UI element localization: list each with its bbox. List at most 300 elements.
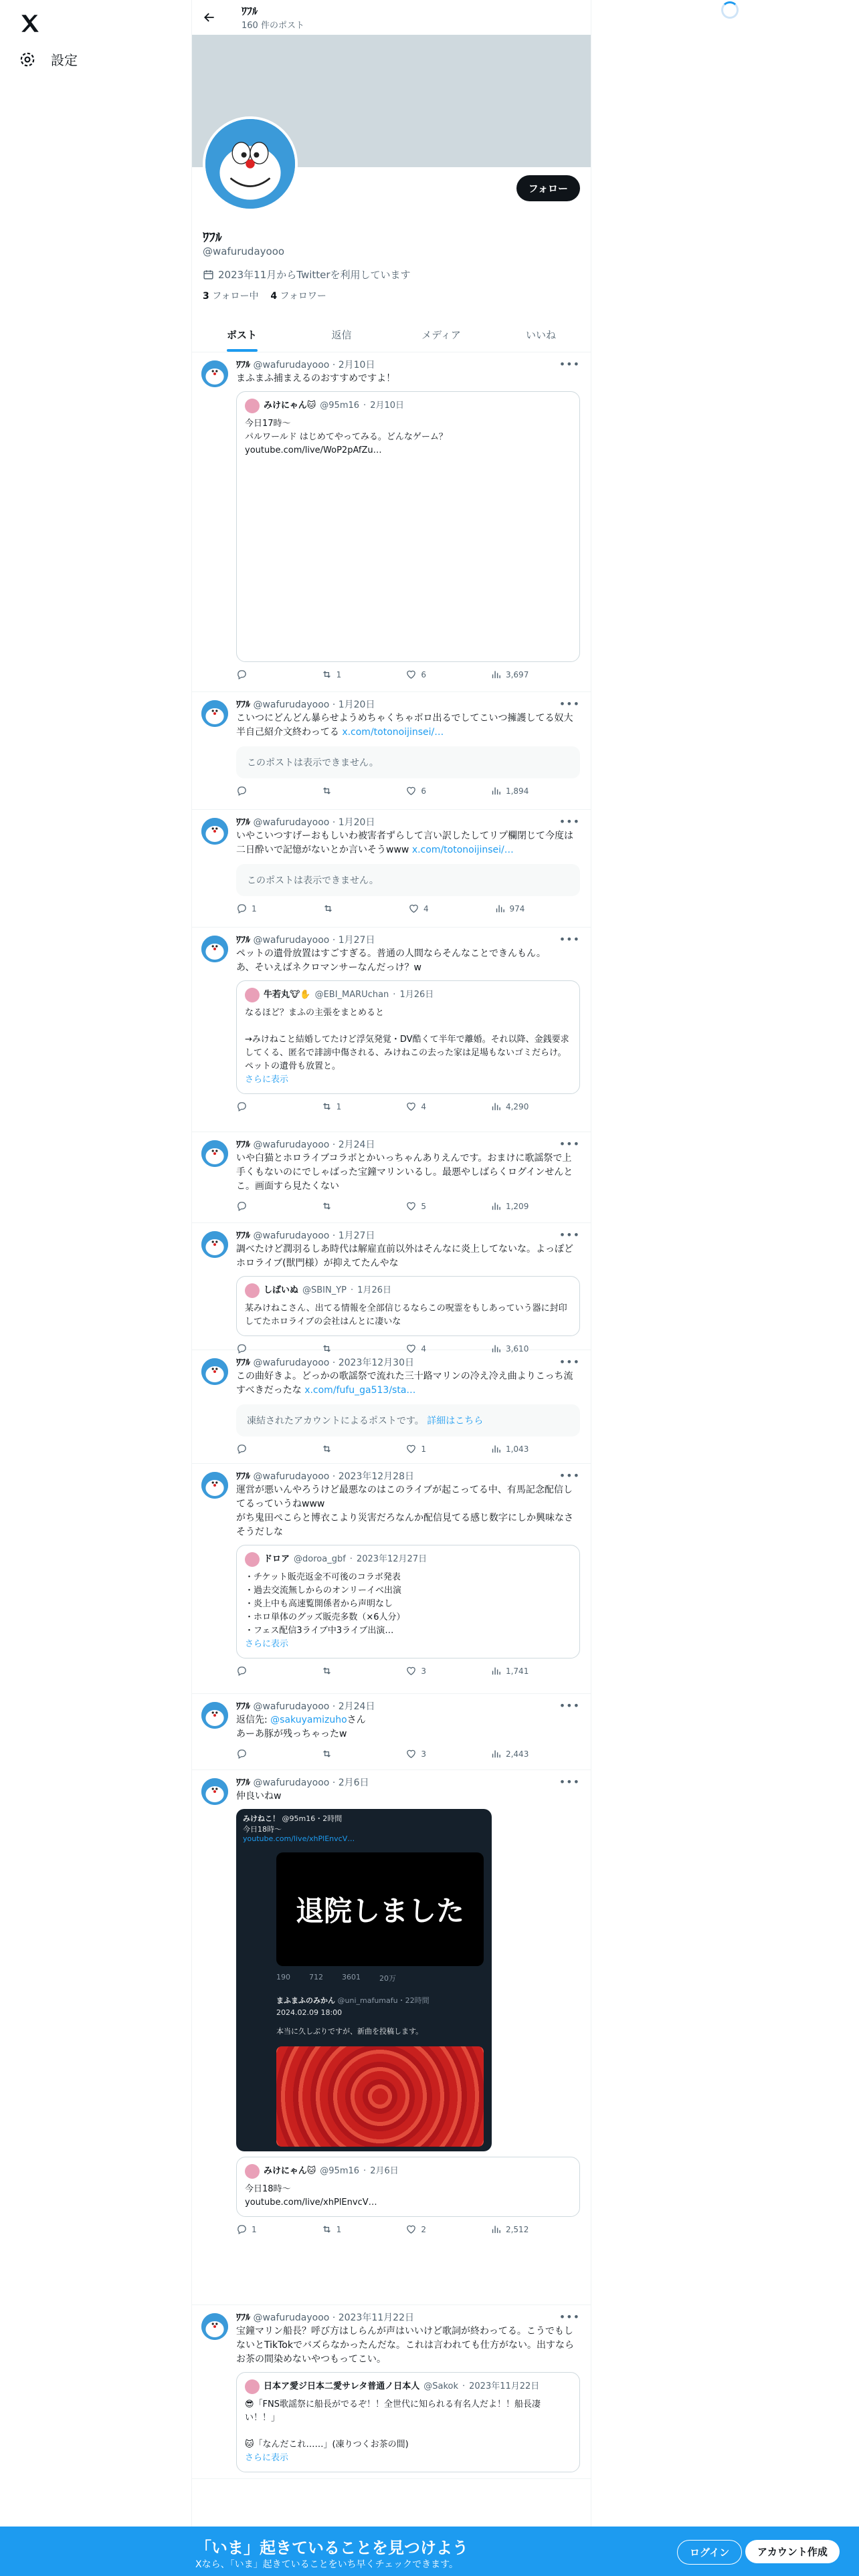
img-quote-date: 2024.02.09 18:00 bbox=[276, 2008, 343, 2017]
x-logo-icon[interactable] bbox=[19, 12, 41, 35]
tweet-header: ﾜﾌﾙ @wafurudayooo · 2月6日 bbox=[236, 1778, 369, 1788]
quoted-tweet[interactable] bbox=[236, 1276, 580, 1336]
quoted-header: 牛若丸🐮✋ @EBI_MARUchan · 1月26日 bbox=[245, 988, 571, 1002]
views-icon bbox=[490, 1200, 502, 1212]
followers-count: 4 bbox=[270, 291, 278, 302]
img-quote-author: まふまふのみかん bbox=[276, 1996, 335, 2005]
repost-button[interactable] bbox=[321, 1101, 355, 1112]
tweet-handle[interactable]: @wafurudayooo bbox=[253, 1140, 330, 1150]
quoted-header: みけにゃん🐱 @95m16 · 2月6日 bbox=[245, 2164, 571, 2179]
tweet-link[interactable]: x.com/fufu_ga513/sta… bbox=[304, 1385, 416, 1396]
tweet-text bbox=[236, 947, 580, 975]
reply-button[interactable] bbox=[236, 669, 270, 680]
tweet[interactable] bbox=[192, 2305, 591, 2479]
tweet[interactable] bbox=[192, 928, 591, 1132]
quoted-handle: @95m16 bbox=[320, 2166, 360, 2176]
heart-icon bbox=[405, 1443, 417, 1455]
more-options-icon[interactable]: ••• bbox=[559, 697, 580, 710]
tweet-avatar[interactable] bbox=[201, 1358, 228, 1385]
tweet-handle[interactable]: @wafurudayooo bbox=[253, 1358, 330, 1368]
reply-button[interactable] bbox=[236, 1443, 270, 1455]
quoted-text: 今日18時〜 youtube.com/live/xhPlEnvcV… bbox=[245, 2184, 377, 2208]
following-count: 3 bbox=[203, 291, 209, 302]
reply-to-suffix: さん bbox=[347, 1715, 366, 1725]
tab-posts[interactable]: ポスト bbox=[192, 317, 292, 352]
like-button[interactable] bbox=[405, 1200, 439, 1212]
tweet-date[interactable]: 1月20日 bbox=[338, 817, 375, 828]
tweet-text bbox=[236, 1483, 580, 1539]
more-options-icon[interactable]: ••• bbox=[559, 1469, 580, 1482]
reply-button[interactable] bbox=[236, 903, 270, 914]
show-more-link[interactable]: さらに表示 bbox=[245, 2453, 289, 2463]
repost-button[interactable] bbox=[321, 669, 355, 680]
quoted-handle: @95m16 bbox=[320, 401, 360, 411]
tweet-text bbox=[236, 1243, 580, 1271]
tweet-text bbox=[236, 829, 580, 857]
tweet[interactable] bbox=[192, 1770, 591, 2305]
reply-button[interactable] bbox=[236, 1101, 270, 1112]
like-count: 5 bbox=[421, 1201, 426, 1211]
tweet-avatar[interactable] bbox=[201, 1472, 228, 1499]
tweet-text-content: いや白猫とホロライブコラボとかいっちゃんありえんです。おまけに歌謡祭で上手くもないのにでしゃばった宝鐘マリンいるし。最悪やしばらくログインせんとこ。画面すら見たくない bbox=[236, 1153, 573, 1192]
quoted-handle: @Sakok bbox=[423, 2381, 458, 2391]
quoted-header: みけにゃん🐱 @95m16 · 2月10日 bbox=[245, 399, 571, 413]
more-options-icon[interactable]: ••• bbox=[559, 2311, 580, 2323]
quoted-date: 2023年11月22日 bbox=[469, 2381, 540, 2391]
tweet-link[interactable]: x.com/totonoijinsei/… bbox=[342, 727, 444, 738]
tweet-actions bbox=[236, 1665, 580, 1677]
tweet-text-content: 運営が悪いんやろうけど最悪なのはこのライブが起こってる中、有馬記念配信してるっていうねwww がち鬼田ぺこらと博衣こより災害だろなんか配信見てる感じ数字にしか興味なさそうだしな bbox=[236, 1485, 573, 1537]
tweet-text-content: 調べたけど潤羽るしあ時代は解雇直前以外はそんなに炎上してないな。よっぽどホロライブ(獣門様）が抑えてたんやな bbox=[236, 1244, 573, 1269]
quoted-avatar bbox=[245, 1283, 260, 1298]
quoted-tweet[interactable] bbox=[236, 2157, 580, 2217]
unavailable-notice: このポストは表示できません。 bbox=[236, 864, 580, 896]
tweet-author-name[interactable]: ﾜﾌﾙ bbox=[236, 360, 250, 370]
tweet-header: ﾜﾌﾙ @wafurudayooo · 2月24日 bbox=[236, 1140, 375, 1150]
like-button[interactable] bbox=[405, 669, 439, 680]
reply-icon bbox=[236, 1200, 248, 1212]
tweet-actions bbox=[236, 785, 580, 796]
profile-avatar[interactable] bbox=[203, 116, 298, 211]
img-link: youtube.com/live/xhPlEnvcV… bbox=[243, 1834, 355, 1843]
tweet-date[interactable]: 2月24日 bbox=[338, 1140, 375, 1150]
reply-icon bbox=[236, 669, 248, 680]
tweet-date[interactable]: 2023年12月28日 bbox=[338, 1471, 414, 1482]
tweet[interactable] bbox=[192, 1350, 591, 1464]
views-button[interactable] bbox=[490, 669, 529, 680]
views-icon bbox=[490, 1101, 502, 1112]
quoted-avatar bbox=[245, 988, 260, 1002]
heart-icon bbox=[405, 1101, 417, 1112]
repost-icon bbox=[321, 1443, 332, 1455]
tweet-text-content: この曲好きよ。どっかの歌謡祭で流れた三十路マリンの冷え冷え曲よりこっち流すべきだったな bbox=[236, 1371, 573, 1396]
timeline bbox=[192, 352, 591, 2479]
quoted-avatar bbox=[245, 1552, 260, 1567]
quoted-header: ドロア @doroa_gbf · 2023年12月27日 bbox=[245, 1552, 571, 1567]
repost-count: 1 bbox=[336, 2224, 342, 2234]
tweet[interactable] bbox=[192, 1132, 591, 1223]
left-nav bbox=[0, 0, 191, 2576]
tweet-date[interactable]: 1月20日 bbox=[338, 700, 375, 710]
settings-link[interactable] bbox=[19, 49, 78, 69]
heart-icon bbox=[405, 1665, 417, 1677]
repost-icon bbox=[321, 669, 332, 680]
repost-icon bbox=[321, 1101, 332, 1112]
tweet[interactable] bbox=[192, 692, 591, 810]
repost-icon bbox=[321, 1748, 332, 1759]
heart-icon bbox=[405, 785, 417, 796]
frozen-notice bbox=[236, 1404, 580, 1436]
tweet-author-name[interactable]: ﾜﾌﾙ bbox=[236, 935, 250, 946]
quoted-date: 2月6日 bbox=[370, 2166, 399, 2176]
quoted-date: 1月26日 bbox=[357, 1285, 391, 1295]
views-icon bbox=[490, 669, 502, 680]
tweet-handle[interactable]: @wafurudayooo bbox=[253, 1778, 330, 1788]
img-artwork bbox=[276, 2046, 484, 2147]
reply-to-handle[interactable]: @sakuyamizuho bbox=[270, 1715, 347, 1725]
views-button[interactable] bbox=[490, 2224, 529, 2235]
tweet-date[interactable]: 1月27日 bbox=[338, 935, 375, 946]
like-button[interactable] bbox=[405, 1101, 439, 1112]
tweet-actions bbox=[236, 1200, 580, 1212]
tweet-avatar[interactable] bbox=[201, 1140, 228, 1167]
views-button[interactable] bbox=[490, 1101, 529, 1112]
tweet-handle[interactable]: @wafurudayooo bbox=[253, 935, 330, 946]
follow-button[interactable]: フォロー bbox=[516, 175, 580, 201]
tweet-author-name[interactable]: ﾜﾌﾙ bbox=[236, 1358, 250, 1368]
frozen-details-link[interactable]: 詳細はこちら bbox=[427, 1416, 484, 1426]
tweet-header: ﾜﾌﾙ @wafurudayooo · 1月27日 bbox=[236, 1230, 375, 1241]
like-button[interactable] bbox=[405, 2224, 439, 2235]
like-count: 6 bbox=[421, 786, 426, 796]
tweet[interactable] bbox=[192, 1464, 591, 1694]
more-options-icon[interactable]: ••• bbox=[559, 1776, 580, 1788]
quoted-date: 2月10日 bbox=[370, 401, 405, 411]
more-options-icon[interactable]: ••• bbox=[559, 815, 580, 828]
tweet-avatar[interactable] bbox=[201, 936, 228, 962]
heart-icon bbox=[405, 2224, 417, 2235]
tweet-author-name[interactable]: ﾜﾌﾙ bbox=[236, 1471, 250, 1482]
view-count: 4,290 bbox=[505, 1101, 529, 1111]
tweet[interactable] bbox=[192, 1694, 591, 1770]
repost-icon bbox=[321, 2224, 332, 2235]
loading-spinner-icon bbox=[721, 1, 739, 19]
heart-icon bbox=[405, 669, 417, 680]
tweet-avatar[interactable] bbox=[201, 360, 228, 387]
followers-label: フォロワー bbox=[280, 291, 326, 302]
quoted-date: 2023年12月27日 bbox=[356, 1554, 427, 1564]
quoted-text: 某みけねこさん、出てる情報を全部信じるならこの呪霊をもしあっていう器に封印してたホロライブの会社はんとに凄いな bbox=[245, 1303, 567, 1327]
views-button[interactable] bbox=[490, 785, 529, 796]
tweet-image[interactable] bbox=[236, 1809, 492, 2151]
tweet-text-content: 宝鐘マリン船長？呼び方はしらんが声はいいけど歌詞が終わってる。こうでもしないとTikTokでバズらなかったんだな。これは言われても仕方がない。出すならお茶の間染めないやつもってこい。 bbox=[236, 2326, 574, 2365]
reply-button[interactable] bbox=[236, 785, 270, 796]
tweet-actions bbox=[236, 1101, 580, 1112]
img-handle: @95m16・2時間 bbox=[282, 1814, 343, 1823]
reply-count: 1 bbox=[252, 2224, 257, 2234]
tweet-author-name[interactable]: ﾜﾌﾙ bbox=[236, 1701, 250, 1712]
tweet-author-name[interactable]: ﾜﾌﾙ bbox=[236, 817, 250, 828]
tweet-date[interactable]: 1月27日 bbox=[338, 1230, 375, 1241]
tweet-avatar[interactable] bbox=[201, 1702, 228, 1729]
quoted-author: みけにゃん🐱 bbox=[264, 401, 316, 411]
tweet-author-name[interactable]: ﾜﾌﾙ bbox=[236, 2313, 250, 2323]
quoted-header: 日本ア愛ジ日本二愛サレタ普通ノ日本人 @Sakok · 2023年11月22日 bbox=[245, 2379, 571, 2394]
more-options-icon[interactable]: ••• bbox=[559, 1699, 580, 1712]
main-column bbox=[191, 0, 591, 2576]
view-count: 2,443 bbox=[505, 1749, 529, 1759]
repost-button[interactable] bbox=[321, 1665, 355, 1677]
quoted-text: なるほど？まふの主張をまとめると →みけねこと結婚してたけど浮気発覚・DV酷くて半年で離婚。それ以降、金銭要求してくる、匿名で誹謗中傷される、みけねこの去った家は足場もないゴミだらけ。ペットの遺骨も放置と。 bbox=[245, 1008, 569, 1071]
repost-button[interactable] bbox=[321, 1443, 355, 1455]
tweet-text-content: まふまふ捕まえるのおすすめですよ！ bbox=[236, 373, 396, 384]
tweet-avatar[interactable] bbox=[201, 2313, 228, 2340]
tweet-actions bbox=[236, 1748, 580, 1759]
reply-button[interactable] bbox=[236, 1748, 270, 1759]
reply-icon bbox=[236, 1665, 248, 1677]
reply-button[interactable] bbox=[236, 1665, 270, 1677]
header-name: ﾜﾌﾙ bbox=[242, 4, 258, 17]
tweet-header: ﾜﾌﾙ @wafurudayooo · 2月24日 bbox=[236, 1701, 375, 1712]
like-count: 4 bbox=[421, 1101, 426, 1111]
gear-icon bbox=[19, 51, 36, 68]
calendar-icon bbox=[203, 269, 214, 280]
frozen-text: 凍結されたアカウントによるポストです。 bbox=[247, 1416, 424, 1426]
heart-icon bbox=[405, 1200, 417, 1212]
tweet-text bbox=[236, 1790, 580, 1804]
tweet-text-content: ペットの遺骨放置はすごすぎる。普通の人間ならそんなことできんもん。 あ、そいえばネクロマンサーなんだっけ？w bbox=[236, 948, 546, 973]
reply-icon bbox=[236, 2224, 248, 2235]
tweet[interactable] bbox=[192, 1223, 591, 1354]
tweet-handle[interactable]: @wafurudayooo bbox=[253, 2313, 330, 2323]
following-label: フォロー中 bbox=[212, 291, 259, 302]
tweet-link[interactable]: x.com/totonoijinsei/… bbox=[411, 845, 514, 855]
reply-button[interactable] bbox=[236, 2224, 270, 2235]
quoted-handle: @doroa_gbf bbox=[294, 1554, 346, 1564]
bottom-bar-subtitle: Xなら、「いま」起きていることをいち早くチェックできます。 bbox=[195, 2559, 459, 2570]
more-options-icon[interactable]: ••• bbox=[559, 358, 580, 370]
tweet-text-content: こいつにどんどん暴らせようめちゃくちゃボロ出るでしてこいつ擁護してる奴大半自己紹介文終わってる bbox=[236, 713, 573, 738]
tweet-actions bbox=[236, 2224, 580, 2235]
view-count: 3,610 bbox=[505, 1344, 529, 1354]
img-stat-replies: 190 bbox=[276, 1973, 290, 1981]
tab-media[interactable]: メディア bbox=[421, 328, 461, 341]
repost-icon bbox=[321, 1665, 332, 1677]
more-options-icon[interactable]: ••• bbox=[559, 1228, 580, 1241]
header-post-count: 160 件のポスト bbox=[242, 20, 304, 31]
quoted-text: 今日17時〜 パルワールド はじめてやってみる。どんなゲーム？ youtube.com/live/WoP2pAfZu… bbox=[245, 419, 448, 455]
like-count: 1 bbox=[421, 1444, 426, 1454]
tweet-header: ﾜﾌﾙ @wafurudayooo · 2023年12月30日 bbox=[236, 1358, 414, 1368]
tab-likes[interactable]: いいね bbox=[525, 328, 556, 341]
tweet-actions bbox=[236, 1443, 580, 1455]
tab-replies[interactable]: 返信 bbox=[331, 328, 352, 341]
views-icon bbox=[490, 1748, 502, 1759]
img-stat-likes: 3601 bbox=[342, 1973, 361, 1981]
joined-text: 2023年11月からTwitterを利用しています bbox=[218, 269, 411, 281]
more-options-icon[interactable]: ••• bbox=[559, 933, 580, 946]
tweet-date[interactable]: 2月24日 bbox=[338, 1701, 375, 1712]
reply-icon bbox=[236, 1748, 248, 1759]
like-button[interactable] bbox=[405, 785, 439, 796]
views-button[interactable] bbox=[490, 1665, 529, 1677]
tweet-date[interactable]: 2023年12月30日 bbox=[338, 1358, 414, 1368]
img-author: みけねこ！ bbox=[243, 1814, 280, 1823]
tweet-avatar[interactable] bbox=[201, 700, 228, 727]
repost-button[interactable] bbox=[321, 785, 355, 796]
views-button[interactable] bbox=[490, 1748, 529, 1759]
tweet-text bbox=[236, 1370, 580, 1398]
views-icon bbox=[494, 903, 506, 914]
quoted-header: しばいぬ @SBIN_YP · 1月26日 bbox=[245, 1283, 571, 1298]
tweet-handle[interactable]: @wafurudayooo bbox=[253, 360, 330, 370]
followers-link[interactable] bbox=[270, 291, 326, 302]
tweet[interactable] bbox=[192, 810, 591, 928]
login-button[interactable]: ログイン bbox=[677, 2540, 742, 2565]
unavailable-notice: このポストは表示できません。 bbox=[236, 746, 580, 778]
tweet-header: ﾜﾌﾙ @wafurudayooo · 1月20日 bbox=[236, 700, 375, 710]
quoted-tweet[interactable] bbox=[236, 980, 580, 1094]
repost-icon bbox=[321, 1200, 332, 1212]
repost-icon bbox=[322, 903, 334, 914]
quoted-avatar bbox=[245, 2164, 260, 2179]
tweet-header: ﾜﾌﾙ @wafurudayooo · 1月27日 bbox=[236, 935, 375, 946]
tweet-header: ﾜﾌﾙ @wafurudayooo · 2月10日 bbox=[236, 360, 375, 370]
joined-date bbox=[203, 267, 411, 282]
heart-icon bbox=[408, 903, 419, 914]
show-more-link[interactable]: さらに表示 bbox=[245, 1639, 289, 1649]
quoted-avatar bbox=[245, 2379, 260, 2394]
img-line: 今日18時〜 bbox=[243, 1825, 282, 1834]
quoted-handle: @EBI_MARUchan bbox=[314, 990, 389, 1000]
tweet-header: ﾜﾌﾙ @wafurudayooo · 2023年11月22日 bbox=[236, 2313, 414, 2323]
views-button[interactable] bbox=[494, 903, 528, 914]
tweet-handle[interactable]: @wafurudayooo bbox=[253, 1471, 330, 1482]
tweet-author-name[interactable]: ﾜﾌﾙ bbox=[236, 1140, 250, 1150]
reply-button[interactable] bbox=[236, 1200, 270, 1212]
quoted-tweet[interactable] bbox=[236, 2372, 580, 2472]
tweet-text-content: いやこいつすげーおもしいわ被害者ずらして言い訳したしてリプ欄閉じて今度は二日酔いで記憶がないとか言いそうwww bbox=[236, 831, 573, 855]
follow-stats bbox=[203, 289, 326, 302]
settings-label: 設定 bbox=[51, 52, 78, 68]
tweet-avatar[interactable] bbox=[201, 818, 228, 845]
like-count: 4 bbox=[423, 903, 429, 914]
tweet-handle[interactable]: @wafurudayooo bbox=[253, 817, 330, 828]
quoted-tweet[interactable] bbox=[236, 1545, 580, 1658]
quoted-text: ・チケット販売返金不可後のコラボ発表 ・過去交流無しからのオンリーイベ出演 ・炎上中も高速覧開係者から声明なし ・ホロ単体のグッズ販売多数（×6人分） ・フェス配信3ライブ中3ライブ出演… bbox=[245, 1572, 405, 1636]
img-quote-handle: @uni_mafumafu・22時間 bbox=[337, 1996, 430, 2005]
profile-tabs bbox=[192, 317, 591, 352]
more-options-icon[interactable]: ••• bbox=[559, 1138, 580, 1150]
quoted-tweet[interactable] bbox=[236, 391, 580, 662]
view-count: 1,894 bbox=[505, 786, 529, 796]
quoted-handle: @SBIN_YP bbox=[302, 1285, 347, 1295]
tweet-author-name[interactable]: ﾜﾌﾙ bbox=[236, 1230, 250, 1241]
repost-count: 1 bbox=[336, 1101, 342, 1111]
tweet-header: ﾜﾌﾙ @wafurudayooo · 2023年12月28日 bbox=[236, 1471, 414, 1482]
like-button[interactable] bbox=[405, 1748, 439, 1759]
views-icon bbox=[490, 2224, 502, 2235]
more-options-icon[interactable]: ••• bbox=[559, 1356, 580, 1368]
repost-button[interactable] bbox=[321, 1200, 355, 1212]
tweet-text bbox=[236, 712, 580, 740]
reply-to-label: 返信先: bbox=[236, 1715, 268, 1725]
like-count: 6 bbox=[421, 669, 426, 679]
views-button[interactable] bbox=[490, 1443, 529, 1455]
img-quote-text: 本当に久しぶりですが、新曲を投稿します。 bbox=[276, 2027, 423, 2036]
like-button[interactable] bbox=[408, 903, 442, 914]
quoted-author: しばいぬ bbox=[264, 1285, 299, 1295]
show-more-link[interactable]: さらに表示 bbox=[245, 1075, 289, 1085]
tweet-avatar[interactable] bbox=[201, 1778, 228, 1805]
tweet-handle[interactable]: @wafurudayooo bbox=[253, 700, 330, 710]
reply-icon bbox=[236, 785, 248, 796]
tweet[interactable] bbox=[192, 352, 591, 692]
tweet-actions bbox=[236, 669, 580, 680]
repost-button[interactable] bbox=[321, 2224, 355, 2235]
reply-icon bbox=[236, 1443, 248, 1455]
profile-handle: @wafurudayooo bbox=[203, 245, 285, 257]
like-count: 3 bbox=[421, 1666, 426, 1676]
tweet-avatar[interactable] bbox=[201, 1231, 228, 1258]
tweet-author-name[interactable]: ﾜﾌﾙ bbox=[236, 1778, 250, 1788]
tweet-handle[interactable]: @wafurudayooo bbox=[253, 1701, 330, 1712]
quoted-author: 牛若丸🐮✋ bbox=[264, 990, 311, 1000]
quoted-date: 1月26日 bbox=[399, 990, 434, 1000]
repost-button[interactable] bbox=[322, 903, 356, 914]
tweet-author-name[interactable]: ﾜﾌﾙ bbox=[236, 700, 250, 710]
top-bar bbox=[192, 0, 591, 35]
img-stat-reposts: 712 bbox=[309, 1973, 323, 1981]
view-count: 2,512 bbox=[505, 2224, 529, 2234]
back-arrow-icon[interactable] bbox=[203, 11, 216, 24]
tweet-handle[interactable]: @wafurudayooo bbox=[253, 1230, 330, 1241]
repost-button[interactable] bbox=[321, 1748, 355, 1759]
tweet-text bbox=[236, 1152, 580, 1194]
like-count: 4 bbox=[421, 1344, 426, 1354]
tweet-text-content: あーあ豚が残っちゃったw bbox=[236, 1729, 347, 1739]
quoted-avatar bbox=[245, 399, 260, 413]
views-button[interactable] bbox=[490, 1200, 529, 1212]
tweet-text bbox=[236, 2325, 580, 2367]
reply-icon bbox=[236, 1101, 248, 1112]
bottom-bar-title: 「いま」起きていることを見つけよう bbox=[195, 2539, 468, 2557]
view-count: 1,209 bbox=[505, 1201, 529, 1211]
reply-icon bbox=[236, 903, 248, 914]
signup-button[interactable]: アカウント作成 bbox=[745, 2540, 840, 2563]
tweet-date[interactable]: 2月10日 bbox=[338, 360, 375, 370]
tweet-text bbox=[236, 372, 580, 386]
like-button[interactable] bbox=[405, 1443, 439, 1455]
tweet-date[interactable]: 2023年11月22日 bbox=[338, 2313, 414, 2323]
following-link[interactable] bbox=[203, 291, 259, 302]
views-icon bbox=[490, 1665, 502, 1677]
view-count: 1,043 bbox=[505, 1444, 529, 1454]
repost-icon bbox=[321, 785, 332, 796]
view-count: 3,697 bbox=[505, 669, 529, 679]
img-stat-views: 20万 bbox=[379, 1974, 396, 1983]
profile-section bbox=[192, 167, 591, 317]
like-button[interactable] bbox=[405, 1665, 439, 1677]
quoted-text: 😎「FNS歌謡祭に船長がでるぞ！！全世代に知られる有名人だよ！！船長凄い！！」 🐱「なんだこれ……」(凍りつくお茶の間) bbox=[245, 2399, 541, 2450]
views-icon bbox=[490, 785, 502, 796]
reply-to-line bbox=[236, 1713, 580, 1727]
reply-count: 1 bbox=[252, 903, 257, 914]
tweet-date[interactable]: 2月6日 bbox=[338, 1778, 369, 1788]
tweet-actions bbox=[236, 903, 580, 914]
bottom-signup-bar bbox=[0, 2527, 859, 2576]
tweet-text bbox=[236, 1727, 580, 1741]
